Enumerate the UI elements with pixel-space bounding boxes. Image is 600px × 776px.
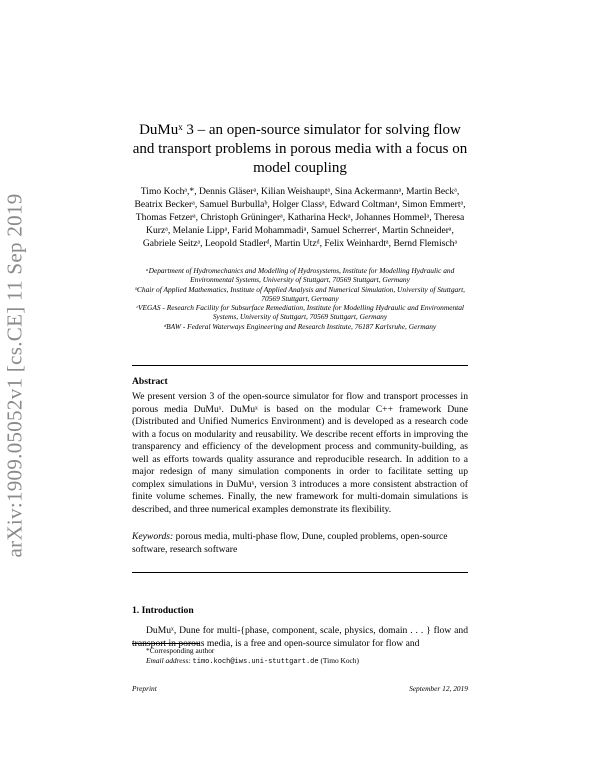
- affiliation-d: ᵈBAW - Federal Waterways Engineering and Research Institute, 76187 Karlsruhe, Germany: [163, 321, 437, 331]
- author-list: Timo Kochᵃ,*, Dennis Gläserᵃ, Kilian Weishauptᵃ, Sina Ackermannᵃ, Martin Beckᵃ, Beatrix Beckerᵃ, Samuel Burbullaᵇ, Holger Classᵃ, Edward Coltmanᵃ, Simon Emmertᵃ, Thomas Fetzerᵃ, Christoph Grüningerᵃ, Katharina Heckᵃ, Johannes Hommelᵃ, Theresa Kurzᵃ, Melanie Lippᵃ, Farid Mohammadiᵃ, Samuel Scherrerᶜ, Martin Schneiderᵃ, Gabriele Seitzᵃ, Leopold Stadlerᵈ, Martin Utzᵈ, Felix Weinhardtᵃ, Bernd Flemischᵃ: [134, 186, 466, 249]
- arxiv-identifier-stamp: arXiv:1909.05052v1 [cs.CE] 11 Sep 2019: [2, 193, 27, 558]
- footer-date: September 12, 2019: [409, 684, 468, 693]
- section-heading-introduction: 1. Introduction: [132, 605, 194, 616]
- footer-preprint-label: Preprint: [132, 684, 157, 693]
- paper-title: DuMuˣ 3 – an open-source simulator for solving flow and transport problems in porous media with a focus on model coupling: [132, 122, 468, 176]
- email-address-link[interactable]: timo.koch@iws.uni-stuttgart.de: [192, 657, 319, 666]
- abstract-bottom-rule: [132, 572, 468, 573]
- affiliation-b: ᵇChair of Applied Mathematics, Institute of Applied Analysis and Numerical Simulation, University of Stuttgart, 70569 Stuttgart, Germany: [134, 284, 466, 303]
- abstract-text: We present version 3 of the open-source simulator for flow and transport processes in porous media DuMuˣ. DuMuˣ is based on the modular C++ framework Dune (Distributed and Unified Numerics Environment) and is developed as a research code with a focus on modularity and reusability. We describe recent efforts in improving the transparency and efficiency of the development process and community-building, as well as efforts towards quality assurance and reproducible research. In addition to a major redesign of many simulation components in order to facilitate setting up complex simulations in DuMuˣ, version 3 introduces a more consistent abstraction of finite volume schemes. Finally, the new framework for multi-domain simulations is described, and three numerical examples demonstrate its flexibility.: [132, 391, 468, 515]
- abstract-heading: Abstract: [132, 376, 168, 387]
- email-label: Email address:: [146, 655, 191, 665]
- introduction-text: DuMuˣ, Dune for multi-{phase, component, scale, physics, domain . . . } flow and transport in porous media, is a free and open-source simulator for flow and: [132, 625, 468, 649]
- footnote-email: [146, 656, 466, 668]
- abstract-top-rule: [132, 365, 468, 366]
- footnote-rule: [132, 643, 200, 644]
- keywords-text: porous media, multi-phase flow, Dune, coupled problems, open-source software, research software: [132, 531, 448, 555]
- affiliation-c: ᶜVEGAS - Research Facility for Subsurface Remediation, Institute for Modelling Hydraulic and Environmental Systems, University of Stuttgart, 70569 Stuttgart, Germany: [136, 303, 464, 322]
- keywords: [132, 531, 468, 556]
- keywords-label: Keywords:: [132, 531, 174, 542]
- affiliation-a: ᵃDepartment of Hydromechanics and Modelling of Hydrosystems, Institute for Modelling Hydraulic and Environmental Systems, University of Stuttgart, 70569 Stuttgart, Germany: [145, 266, 455, 285]
- affiliations: [132, 266, 468, 331]
- footnotes: [146, 646, 466, 667]
- email-owner: (Timo Koch): [320, 655, 359, 665]
- footnote-corresponding-author: *Corresponding author: [146, 646, 215, 655]
